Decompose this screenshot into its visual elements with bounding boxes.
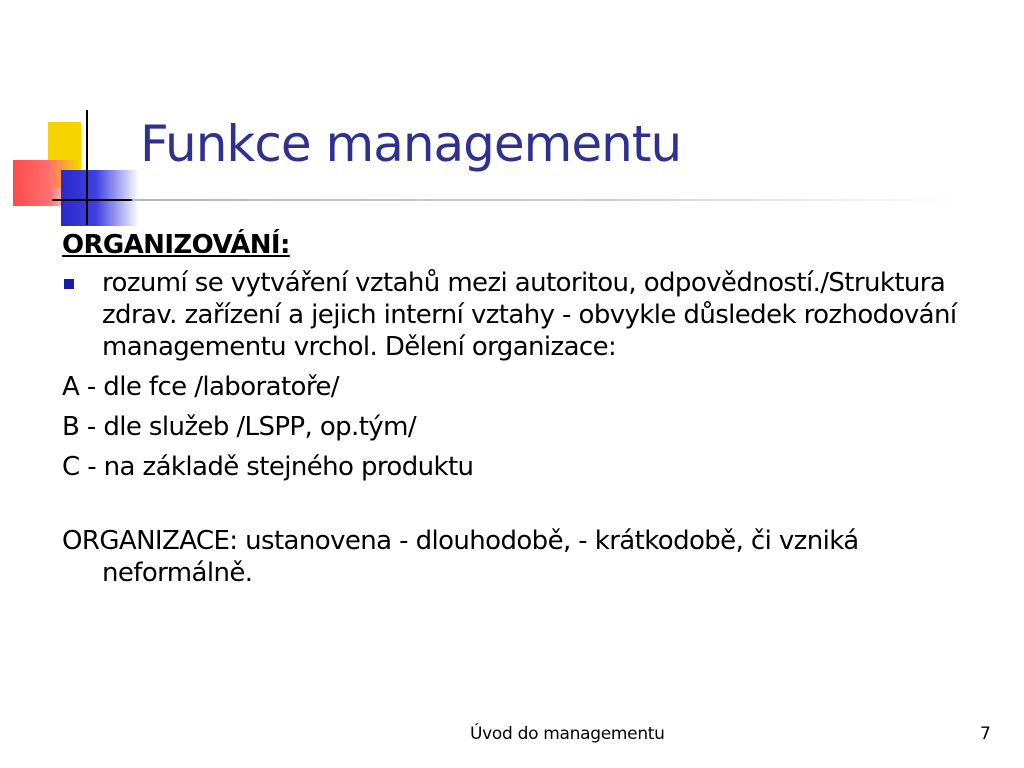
bullet-item [62,267,962,363]
square-bullet-icon [64,279,74,289]
bullet-text: rozumí se vytváření vztahů mezi autoritou, odpovědností./Struktura zdrav. zařízení a jejich interní vztahy - obvykle důsledek rozhodování managementu vrchol. Dělení organizace: [102,268,957,362]
line-b: B - dle služeb /LSPP, op.tým/ [62,412,416,442]
closing-paragraph: ORGANIZACE: ustanovena - dlouhodobě, - krátkodobě, či vzniká neformálně. [62,526,859,588]
slide-content [62,229,962,589]
line-a: A - dle fce /laboratoře/ [62,372,339,402]
page-number: 7 [980,724,991,744]
slide-title: Funkce managementu [140,115,682,173]
title-underline-rule [132,199,960,201]
section-heading: ORGANIZOVÁNÍ: [62,230,290,260]
title-decoration [0,0,160,240]
decor-vertical-line [86,110,88,225]
footer-title: Úvod do managementu [470,724,665,744]
decor-blue-square [61,170,139,226]
line-c: C - na základě stejného produktu [62,452,474,482]
